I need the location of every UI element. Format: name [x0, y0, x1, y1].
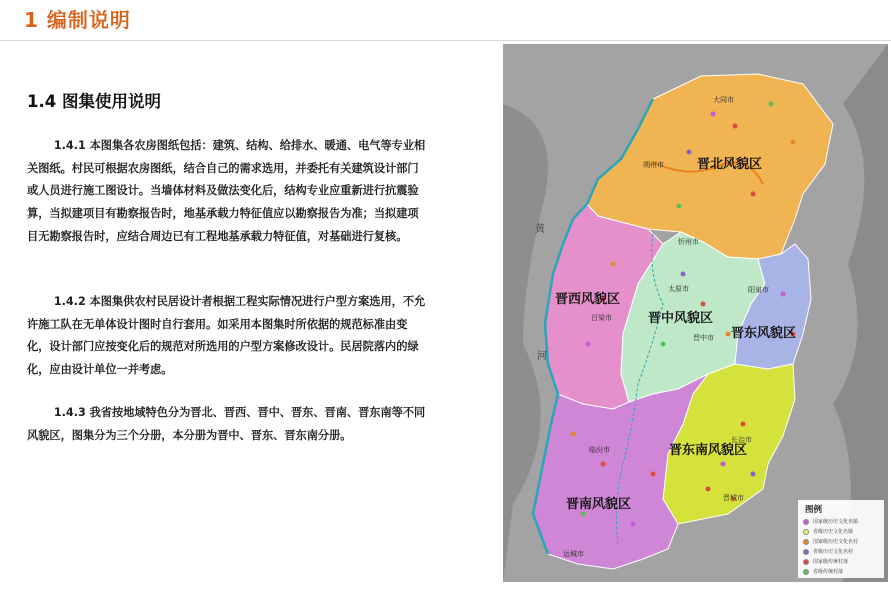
city-jincheng-label: 晋城市 — [723, 494, 744, 502]
legend-item-label: 省级历史文化名村 — [813, 549, 854, 555]
region-west-label: 晋西风貌区 — [555, 292, 621, 307]
shanxi-style-zone-map — [503, 44, 888, 582]
city-linfen-label: 临汾市 — [589, 446, 610, 454]
city-taiyuan-label: 太原市 — [668, 285, 689, 293]
chapter-title: 1 编制说明 — [24, 8, 131, 32]
legend-marker-icon — [803, 549, 809, 555]
header-rule — [0, 40, 891, 41]
city-datong-label: 大同市 — [713, 96, 734, 104]
river-label-huang: 黄 — [535, 224, 545, 235]
paragraph-1-4-1: 1.4.1 本图集各农房图纸包括：建筑、结构、给排水、暖通、电气等专业相关图纸。村民可根据农房图纸，结合自己的需求选用，并委托有关建筑设计部门或人员进行施工图设计。当墙体材料及做法变化后，结构专业应重新进行抗震验算，当拟建项目有勘察报告时，地基承载力特征值应以勘察报告为准；当拟建项目无勘察报告时，应结合周边已有工程地基承载力特征值，对基础进行复核。 — [27, 139, 426, 243]
region-east-label: 晋东风貌区 — [731, 326, 797, 341]
city-lvliang-label: 吕梁市 — [591, 314, 612, 322]
legend-marker-icon — [803, 559, 809, 565]
region-south-label: 晋南风貌区 — [566, 497, 632, 512]
city-changzhi-label: 长治市 — [731, 436, 752, 444]
city-shuozhou-label: 朔州市 — [643, 161, 664, 169]
region-southeast-label: 晋东南风貌区 — [669, 443, 748, 458]
region-north-label: 晋北风貌区 — [697, 157, 763, 172]
legend-marker-icon — [803, 529, 809, 535]
legend-marker-icon — [803, 569, 809, 575]
legend-item-label: 国家级历史文化名镇 — [813, 519, 859, 525]
paragraph-1-4-2: 1.4.2 本图集供农村民居设计者根据工程实际情况进行户型方案选用，不允许施工队在无单体设计图时自行套用。如采用本图集时所依据的规范标准由变化，设计部门应按变化后的规范对所选用的户型方案修改设计。民居院落内的绿化，应由设计单位一并考虑。 — [27, 295, 426, 377]
legend-item-label: 国家级传统村落 — [813, 559, 849, 565]
section-title: 1.4 图集使用说明 — [27, 92, 161, 111]
legend-item-label: 国家级历史文化名村 — [813, 539, 859, 545]
legend-marker-icon — [803, 539, 809, 545]
legend-item — [803, 547, 853, 557]
city-xinzhou-label: 忻州市 — [678, 238, 699, 246]
legend-item — [803, 567, 843, 577]
legend-item — [803, 537, 858, 547]
paragraph-1-4-3: 1.4.3 我省按地域特色分为晋北、晋西、晋中、晋东、晋南、晋东南等不同风貌区，图集分为三个分册，本分册为晋中、晋东、晋东南分册。 — [27, 406, 426, 442]
map-legend — [798, 500, 884, 578]
city-yuncheng-label: 运城市 — [563, 550, 584, 558]
region-central-label: 晋中风貌区 — [648, 311, 714, 326]
city-yangquan-label: 阳泉市 — [748, 286, 769, 294]
river-label-he: 河 — [537, 351, 547, 362]
legend-item-label: 省级历史文化名镇 — [813, 529, 854, 535]
legend-item-label: 省级传统村落 — [813, 569, 844, 575]
legend-title: 图例 — [805, 505, 823, 515]
legend-item — [803, 517, 858, 527]
legend-marker-icon — [803, 519, 809, 525]
legend-item — [803, 557, 848, 567]
legend-item — [803, 527, 853, 537]
city-jinzhong-label: 晋中市 — [693, 334, 714, 342]
